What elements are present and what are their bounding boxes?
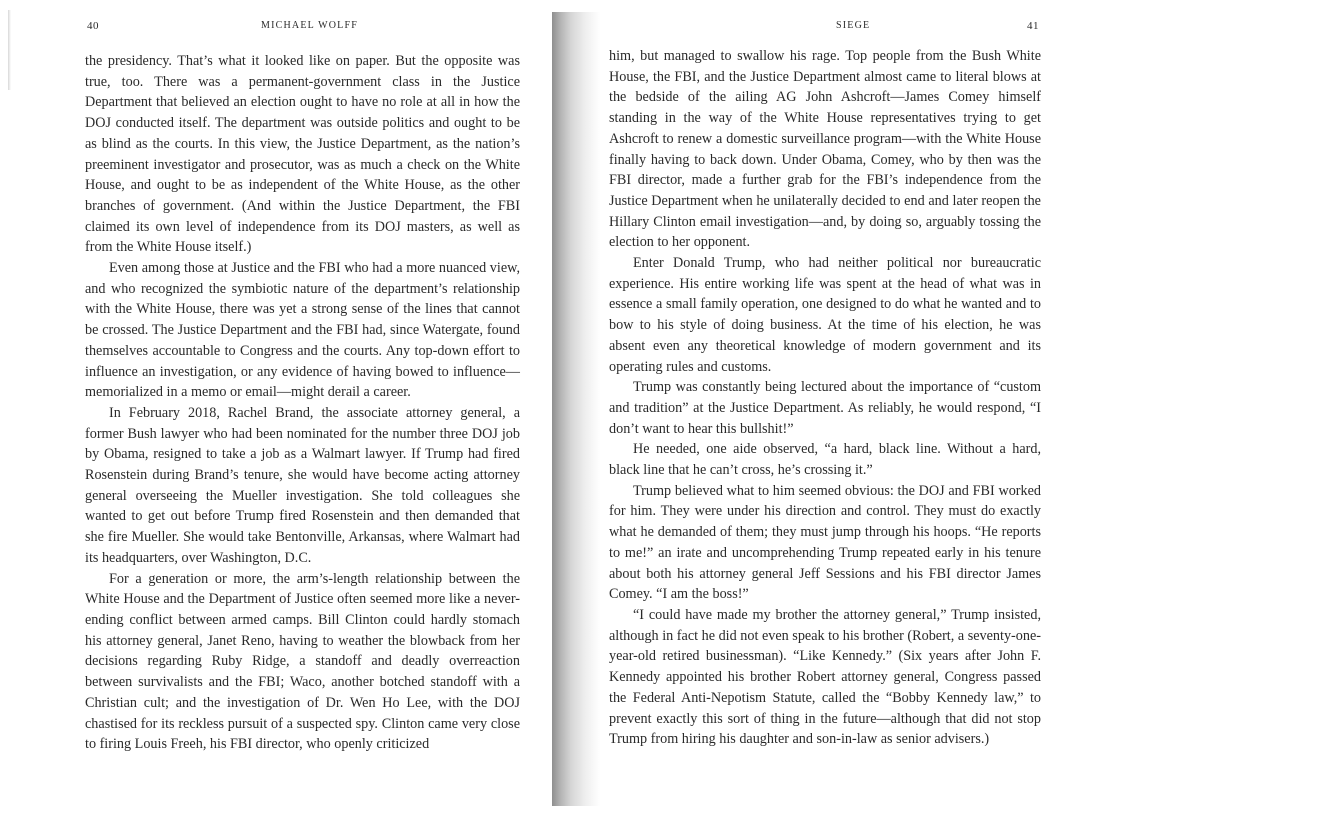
running-head-author: MICHAEL WOLFF <box>261 20 358 31</box>
paragraph: Enter Donald Trump, who had neither political nor bureaucratic experience. His entire working life was spent at the head of what was in essence a small family operation, one designed to do what he wanted and to bow to his style of doing business. At the time of his election, he was absent even any theoretical knowledge of modern government and its operating rules and customs. <box>609 255 1041 375</box>
paragraph: For a generation or more, the arm’s-length relationship between the White House and the Department of Justice often seemed more like a never-ending conflict between armed camps. Bill Clinton could hardly stomach his attorney general, Janet Reno, having to weather the blowback from her decisions regarding Ruby Ridge, a standoff and deadly overreaction between survivalists and the FBI; Waco, another botched standoff with a Christian cult; and the investigation of Dr. Wen Ho Lee, with the DOJ chastised for its reckless pursuit of a suspected spy. Clinton came very close to firing Louis Freeh, his FBI director, who openly criticized <box>85 570 520 753</box>
page-edge-shadow <box>8 10 11 90</box>
paragraph: him, but managed to swallow his rage. Top people from the Bush White House, the FBI, and the Justice Department almost came to literal blows at the bedside of the ailing AG John Ashcroft—James Comey himself standing in the way of the White House representatives trying to get Ashcroft to renew a domestic surveillance program—with the White House finally having to back down. Under Obama, Comey, who by then was the FBI director, made a further grab for the FBI’s independence from the Justice Department when he unilaterally decided to end and later reopen the Hillary Clinton email investigation—and, by doing so, arguably tossing the election to her opponent. <box>609 48 1041 251</box>
left-page-body <box>85 51 520 755</box>
running-head-title: SIEGE <box>836 20 871 31</box>
paragraph: Even among those at Justice and the FBI who had a more nuanced view, and who recognized the symbiotic nature of the department’s relationship with the White House, there was yet a strong sense of the lines that cannot be crossed. The Justice Department and the FBI had, since Watergate, found themselves accountable to Congress and the courts. Any top-down effort to influence an investigation, or any evidence of having bowed to influence—memorialized in a memo or email—might derail a career. <box>85 260 520 401</box>
page-number-left: 40 <box>87 20 99 32</box>
paragraph: the presidency. That’s what it looked like on paper. But the opposite was true, too. There was a permanent-government class in the Justice Department that believed an election ought to have no role at all in how the DOJ conducted itself. The department was outside politics and ought to be as blind as the courts. In this view, the Justice Department, as the nation’s preeminent investigator and prosecutor, was as much a check on the White House, and ought to be as independent of the White House, as the other branches of government. (And within the Justice Department, the FBI claimed its own level of independence from its DOJ masters, as well as from the White House itself.) <box>85 53 520 256</box>
paragraph: Trump was constantly being lectured about the importance of “custom and tradition” at the Justice Department. As reliably, he would respond, “I don’t want to hear this bullshit!” <box>609 379 1041 437</box>
paragraph: In February 2018, Rachel Brand, the associate attorney general, a former Bush lawyer who had been nominated for the number three DOJ job by Obama, resigned to take a job as a Walmart lawyer. If Trump had fired Rosenstein during Brand’s tenure, she would have become acting attorney general overseeing the Mueller investigation. She told colleagues she wanted to get out before Trump fired Rosenstein and then demanded that she fire Mueller. She would take Bentonville, Arkansas, where Walmart had its headquarters, over Washington, D.C. <box>85 404 520 566</box>
paragraph: Trump believed what to him seemed obvious: the DOJ and FBI worked for him. They were under his direction and control. They must do exactly what he demanded of them; they must jump through his hoops. “He reports to me!” an irate and uncomprehending Trump repeated early in his tenure about both his attorney general Jeff Sessions and his FBI director James Comey. “I am the boss!” <box>609 482 1041 603</box>
paragraph: He needed, one aide observed, “a hard, black line. Without a hard, black line that he can’t cross, he’s crossing it.” <box>609 441 1041 479</box>
right-page <box>556 0 1344 816</box>
paragraph: “I could have made my brother the attorney general,” Trump insisted, although in fact he did not even speak to his brother (Robert, a seventy-one-year-old retired businessman). “Like Kennedy.” (Six years after John F. Kennedy appointed his brother Robert attorney general, Congress passed the Federal Anti-Nepotism Statute, called the “Bobby Kennedy law,” to prevent exactly this sort of thing in the future—although that did not stop Trump from hiring his daughter and son-in-law as senior advisers.) <box>609 606 1041 748</box>
right-page-body <box>609 46 1041 750</box>
page-number-right: 41 <box>1027 20 1039 32</box>
left-page <box>0 0 556 816</box>
